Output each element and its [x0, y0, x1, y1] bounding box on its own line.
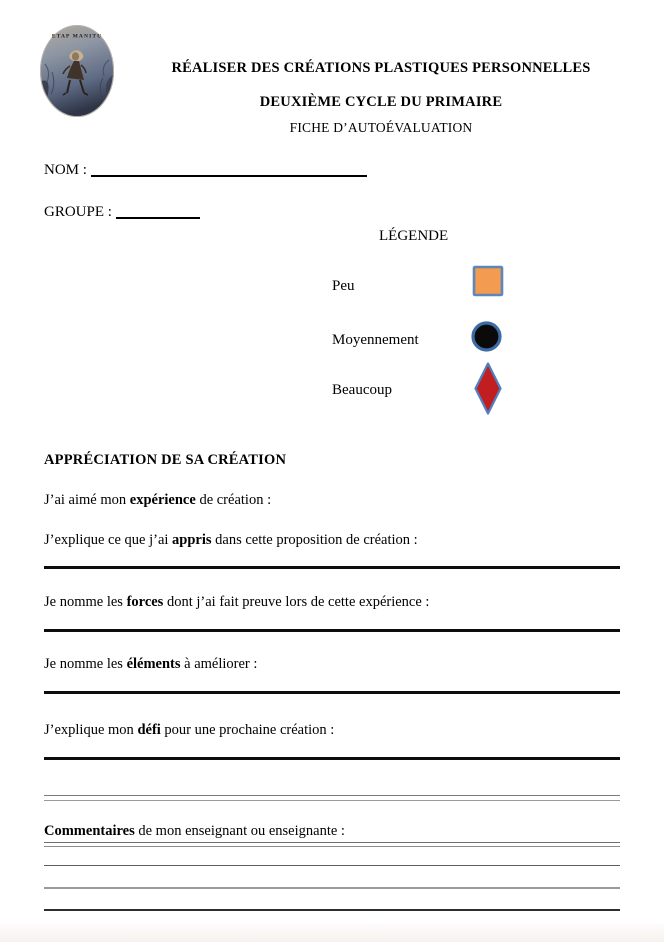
question-forces: Je nomme les forces dont j’ai fait preuve lors de cette expérience :	[44, 594, 430, 610]
question-elements: Je nomme les éléments à améliorer :	[44, 656, 258, 672]
legend-diamond-icon	[474, 362, 502, 415]
question-experience: J’ai aimé mon expérience de création :	[44, 492, 272, 508]
section-divider	[44, 795, 620, 801]
page-bottom-edge	[0, 924, 664, 942]
document-header	[118, 60, 644, 136]
comments-line	[44, 865, 620, 866]
legend-title: LÉGENDE	[379, 228, 449, 244]
answer-line	[44, 691, 620, 694]
legend-label-beaucoup: Beaucoup	[332, 382, 392, 398]
answer-line	[44, 566, 620, 569]
question-defi: J’explique mon défi pour une prochaine création :	[44, 722, 335, 738]
document-subtitle: DEUXIÈME CYCLE DU PRIMAIRE	[259, 94, 503, 110]
legend-label-moyennement: Moyennement	[332, 332, 419, 348]
name-label: NOM :	[44, 162, 87, 178]
comments-line	[44, 887, 620, 889]
comments-label: Commentaires de mon enseignant ou enseignante :	[44, 823, 345, 839]
group-label: GROUPE :	[44, 204, 112, 220]
group-fill-line	[116, 203, 200, 219]
document-title: RÉALISER DES CRÉATIONS PLASTIQUES PERSONNELLES	[171, 60, 591, 76]
school-logo-icon	[39, 24, 115, 118]
legend-square-icon	[472, 265, 504, 297]
answer-line	[44, 757, 620, 760]
document-type: FICHE D’AUTOÉVALUATION	[289, 120, 473, 135]
comments-line	[44, 909, 620, 911]
question-appris: J’explique ce que j’ai appris dans cette proposition de création :	[44, 532, 418, 548]
comments-underline	[44, 842, 620, 847]
answer-line	[44, 629, 620, 632]
section-title: APPRÉCIATION DE SA CRÉATION	[44, 452, 287, 468]
legend-circle-icon	[470, 320, 503, 353]
logo-text: ETAP MANITU	[51, 33, 103, 40]
group-field-row	[44, 203, 200, 221]
name-fill-line	[91, 161, 367, 177]
legend-label-peu: Peu	[332, 278, 355, 294]
name-field-row	[44, 161, 367, 179]
